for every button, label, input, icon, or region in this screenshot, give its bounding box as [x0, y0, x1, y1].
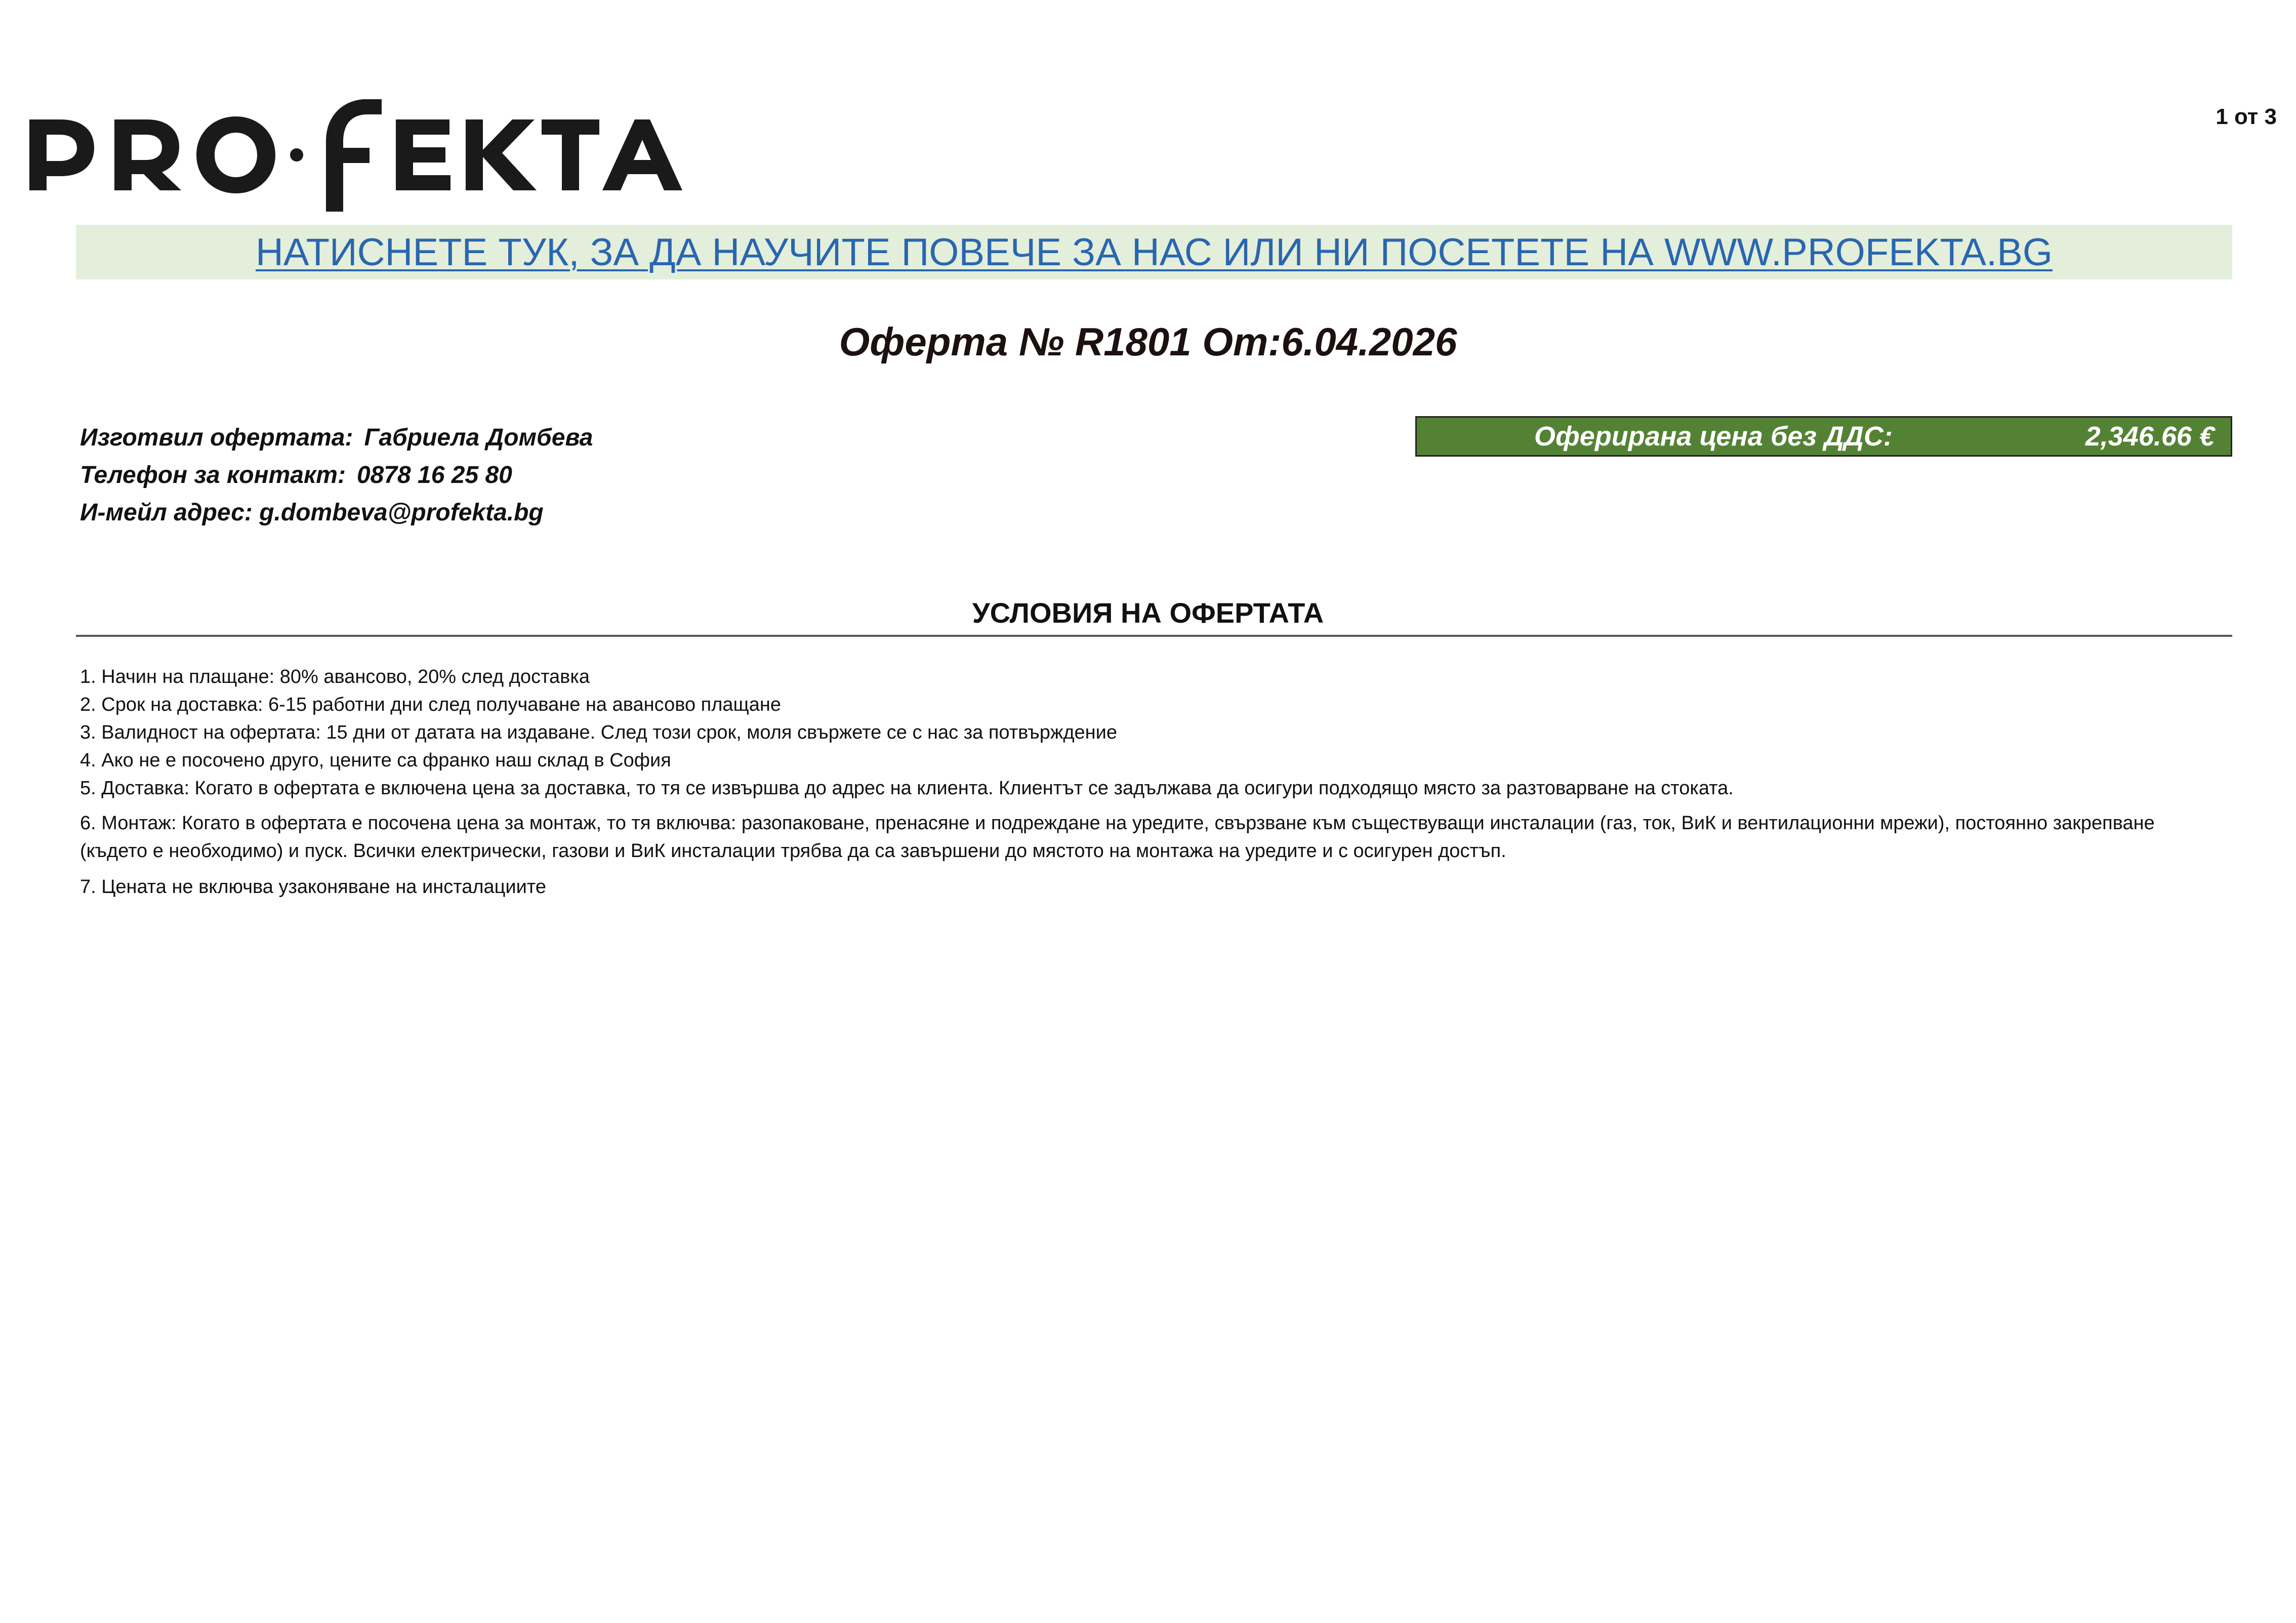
phone-line — [80, 457, 593, 494]
term-item: 3. Валидност на офертата: 15 дни от датата на издаване. След този срок, моля свържете се с нас за потвърждение — [80, 722, 1118, 743]
phone-label: Телефон за контакт: — [80, 462, 346, 489]
prepared-by-value: Габриела Домбева — [364, 424, 593, 451]
terms-list — [80, 663, 2226, 901]
profekta-logo — [29, 99, 682, 212]
offered-price-box — [1415, 416, 2232, 457]
term-item: 4. Ако не е посочено друго, цените са франко наш склад в София — [80, 750, 671, 771]
term-item: 1. Начин на плащане: 80% авансово, 20% след доставка — [80, 666, 590, 687]
offer-title: Оферта № R1801 От:6.04.2026 — [839, 319, 1457, 364]
prepared-by-line — [80, 419, 593, 457]
term-item: 6. Монтаж: Когато в офертата е посочена цена за монтаж, то тя включва: разопаковане, пренасяне и подреждане на уредите, свързване към съществуващи инсталации (газ, ток, ВиК и вентилационни мрежи), постоянно закрепване (където е необходимо) и пуск. Всички електрически, газови и ВиК инсталации трябва да са завършени до мястото на монтажа на уредите и с осигурен достъп. — [80, 813, 2155, 862]
offered-price-label: Оферирана цена без ДДС: — [1534, 421, 1893, 452]
phone-value: 0878 16 25 80 — [356, 462, 512, 489]
email-line: И-мейл адрес: g.dombeva@profekta.bg — [80, 499, 544, 526]
term-item: 7. Цената не включва узаконяване на инсталациите — [80, 876, 546, 898]
page-number: 1 от 3 — [2216, 104, 2277, 129]
prepared-by-label: Изготвил офертата: — [80, 424, 353, 451]
about-us-link[interactable]: НАТИСНЕТЕ ТУК, ЗА ДА НАУЧИТЕ ПОВЕЧЕ ЗА НАС ИЛИ НИ ПОСЕТЕТЕ НА WWW.PROFEKTA.BG — [255, 230, 2053, 274]
offered-price-value: 2,346.66 € — [2085, 421, 2215, 452]
term-item: 5. Доставка: Когато в офертата е включена цена за доставка, то тя се извършва до адрес на клиента. Клиентът се задължава да осигури подходящо място за разтоварване на стоката. — [80, 778, 1734, 799]
contact-block — [80, 419, 593, 532]
term-item: 2. Срок на доставка: 6-15 работни дни след получаване на авансово плащане — [80, 694, 782, 715]
about-banner — [76, 225, 2232, 279]
terms-divider — [76, 635, 2232, 637]
terms-heading: УСЛОВИЯ НА ОФЕРТАТА — [972, 597, 1324, 629]
